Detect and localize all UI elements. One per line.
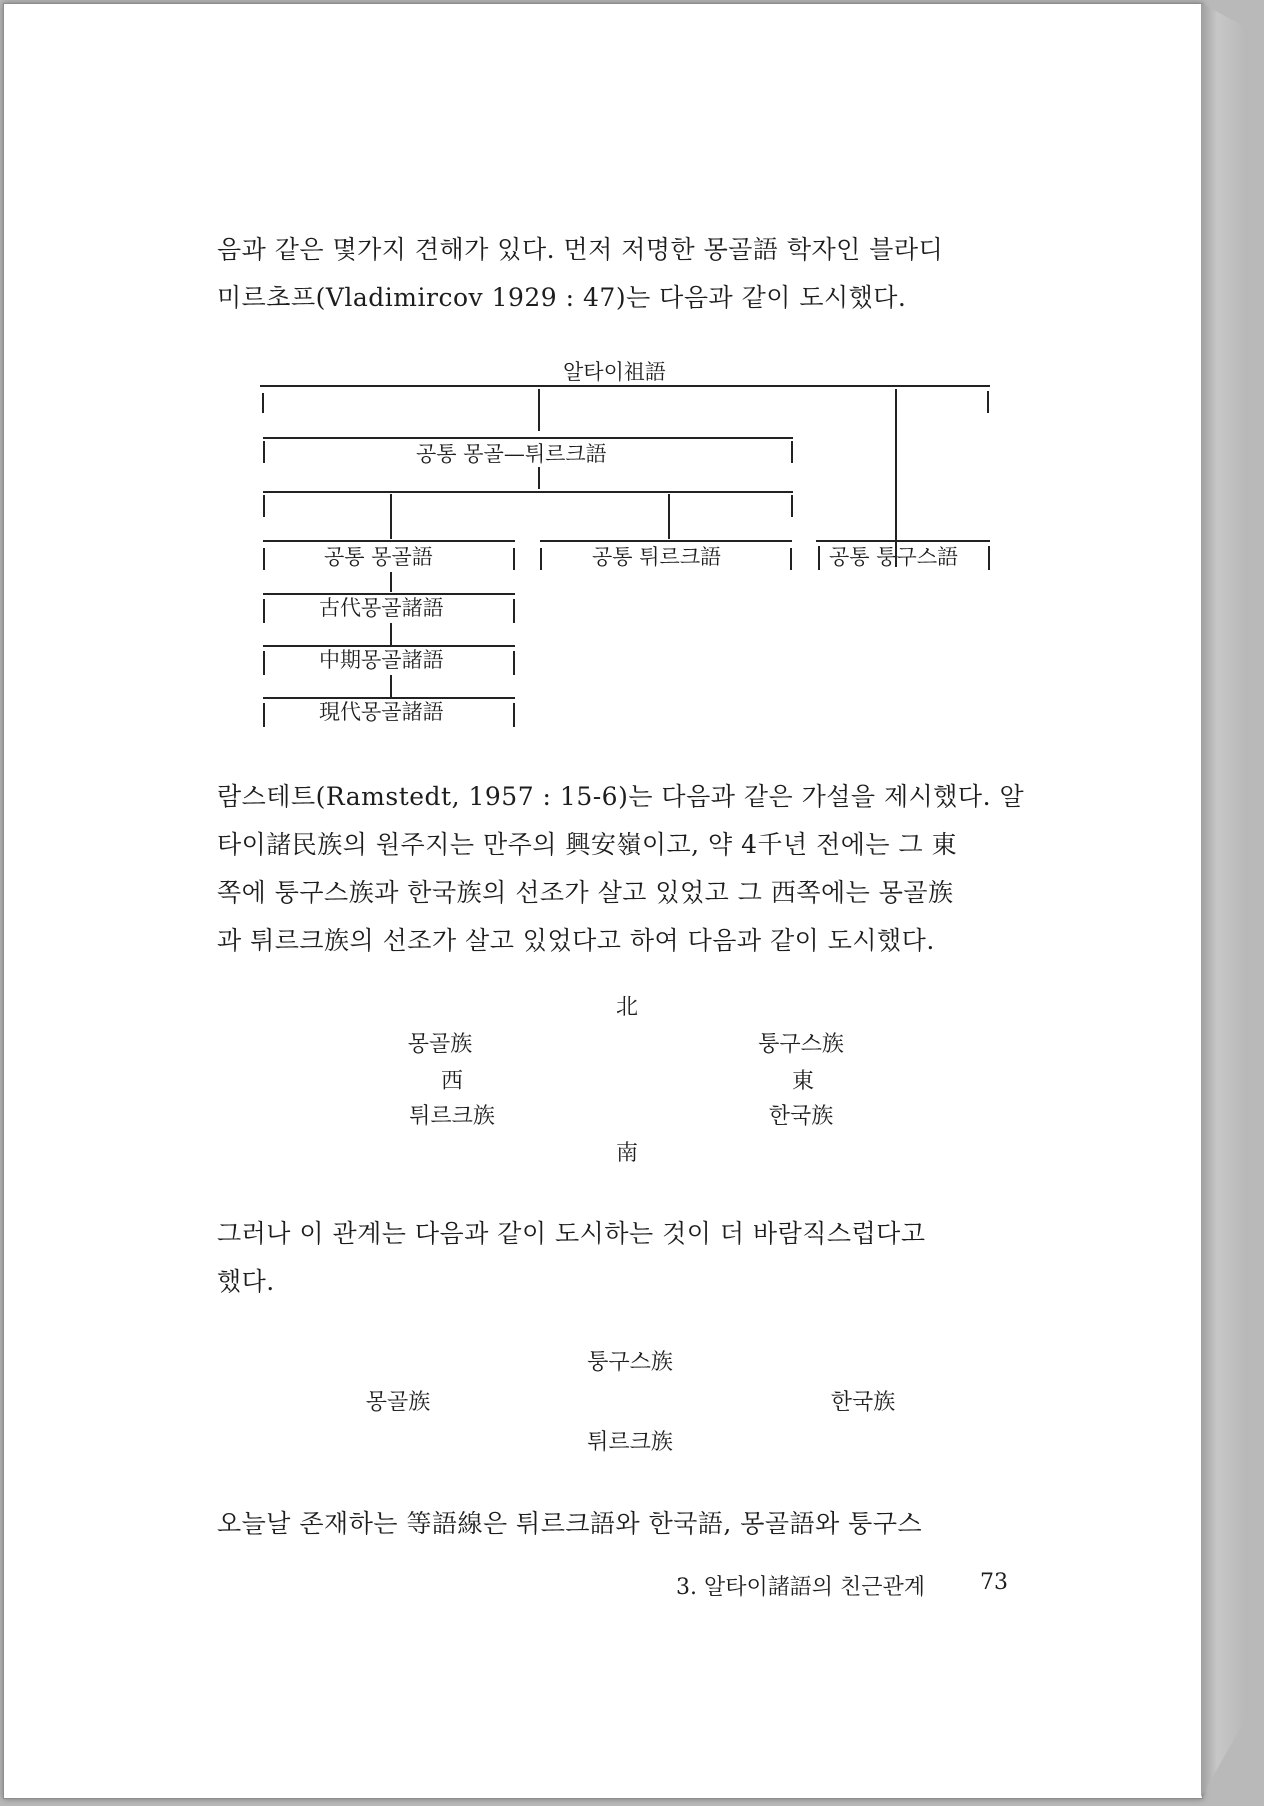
page-number: 73 — [980, 1570, 1008, 1595]
text-line: 쪽에 퉁구스族과 한국族의 선조가 살고 있었고 그 西쪽에는 몽골族 — [217, 878, 954, 907]
tree-tungus-label: 공통 퉁구스語 — [829, 545, 959, 569]
text-line: 타이諸民族의 원주지는 만주의 興安嶺이고, 약 4千년 전에는 그 東 — [217, 830, 958, 859]
mongol-people-label: 몽골族 — [407, 1032, 473, 1057]
paragraph-isoglosses — [217, 1500, 922, 1548]
korean-people-label: 한국族 — [768, 1104, 834, 1129]
text-line: 람스테트(Ramstedt, 1957 : 15-6)는 다음과 같은 가설을 제시했다. 알 — [217, 782, 1025, 811]
tree-turkic-label: 공통 튀르크語 — [592, 545, 722, 569]
turkic-people-label: 튀르크族 — [587, 1430, 673, 1455]
text-line: 음과 같은 몇가지 견해가 있다. 먼저 저명한 몽골語 학자인 블라디 — [217, 235, 944, 264]
tree-mongol-turkic-label: 공통 몽골—튀르크語 — [416, 442, 607, 466]
paragraph-intro — [217, 226, 943, 322]
west-label: 西 — [440, 1069, 464, 1094]
mongol-people-label: 몽골族 — [365, 1390, 431, 1415]
paragraph-ramstedt — [217, 773, 1024, 965]
tree-mongol-label: 공통 몽골語 — [324, 545, 433, 569]
tree-root-label: 알타이祖語 — [563, 360, 666, 384]
south-label: 南 — [615, 1141, 639, 1166]
text-line: 오늘날 존재하는 等語線은 튀르크語와 한국語, 몽골語와 퉁구스 — [217, 1509, 923, 1538]
text-line: 그러나 이 관계는 다음과 같이 도시하는 것이 더 바람직스럽다고 — [217, 1219, 926, 1248]
tree-ancient-label: 古代몽골諸語 — [319, 596, 444, 620]
paragraph-revision — [217, 1210, 925, 1306]
korean-people-label: 한국族 — [830, 1390, 896, 1415]
turkic-people-label: 튀르크族 — [409, 1104, 495, 1129]
tree-modern-label: 現代몽골諸語 — [319, 700, 444, 724]
page-stack-edge — [1201, 3, 1247, 1797]
tungus-people-label: 퉁구스族 — [587, 1350, 673, 1375]
tree-middle-label: 中期몽골諸語 — [319, 648, 444, 672]
running-footer: 3. 알타이諸語의 친근관계 — [676, 1575, 925, 1600]
tungus-people-label: 퉁구스族 — [758, 1032, 844, 1057]
north-label: 北 — [615, 995, 639, 1020]
text-line: 과 튀르크族의 선조가 살고 있었다고 하여 다음과 같이 도시했다. — [217, 926, 935, 955]
east-label: 東 — [791, 1069, 815, 1094]
text-line: 했다. — [217, 1267, 275, 1296]
text-line: 미르초프(Vladimircov 1929 : 47)는 다음과 같이 도시했다. — [217, 283, 907, 312]
